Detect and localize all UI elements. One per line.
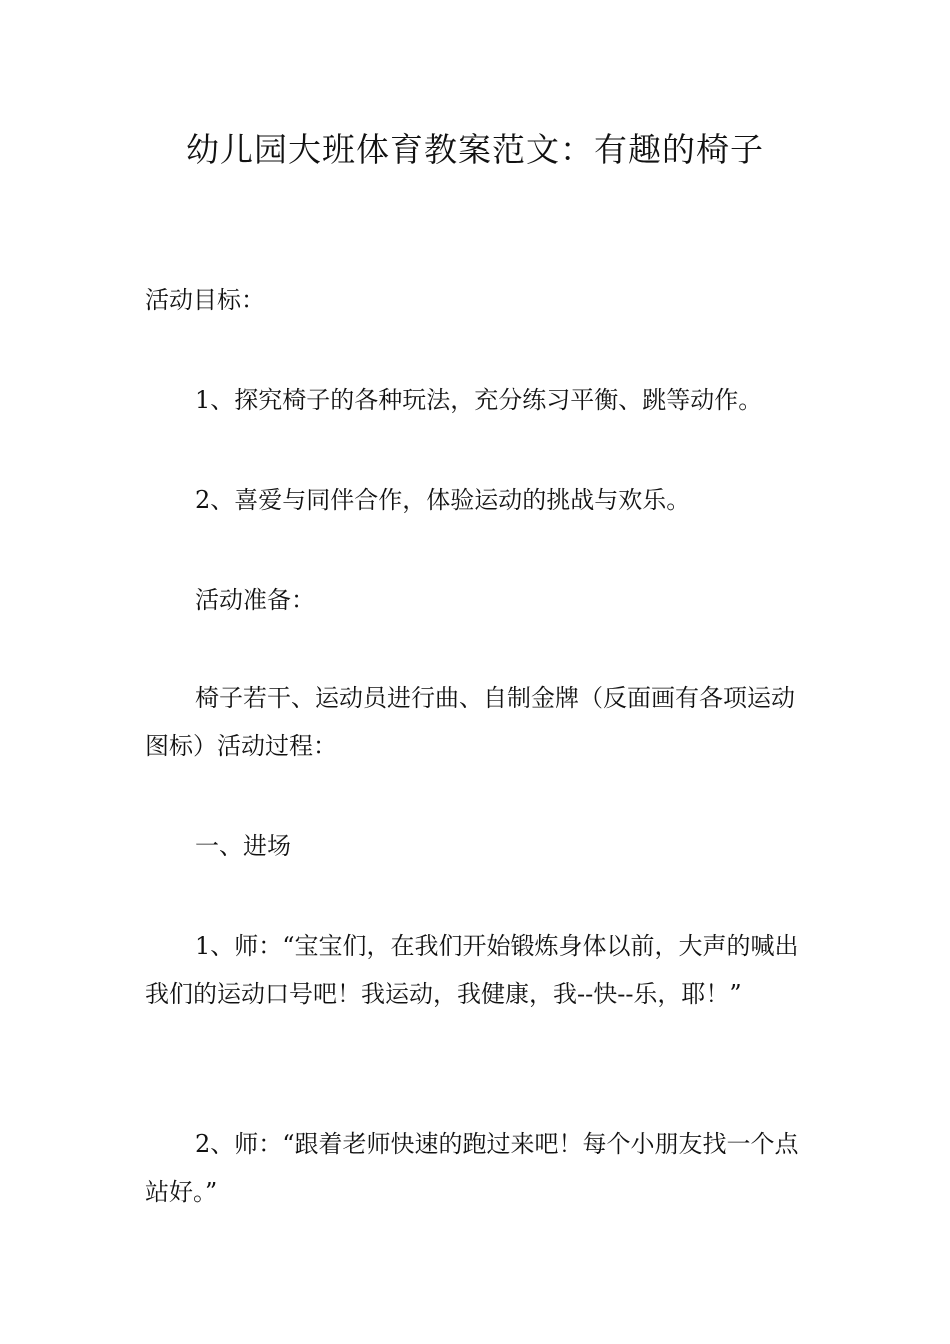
goal-item-2: 2、喜爱与同伴合作，体验运动的挑战与欢乐。 — [195, 486, 691, 514]
goal-item-1: 1、探究椅子的各种玩法，充分练习平衡、跳等动作。 — [195, 386, 763, 414]
section-heading-goals: 活动目标： — [145, 286, 265, 314]
section-heading-preparation: 活动准备： — [195, 586, 315, 614]
preparation-text: 椅子若干、运动员进行曲、自制金牌（反面画有各项运动图标）活动过程： — [145, 684, 795, 760]
section-heading-entrance: 一、进场 — [195, 832, 291, 860]
page-title: 幼儿园大班体育教案范文：有趣的椅子 — [186, 130, 764, 169]
entrance-step-1: 1、师：“宝宝们，在我们开始锻炼身体以前，大声的喊出我们的运动口号吧！我运动，我健康，我--快--乐，耶！” — [145, 932, 799, 1008]
entrance-step-2: 2、师：“跟着老师快速的跑过来吧！每个小朋友找一个点站好。” — [145, 1130, 799, 1206]
